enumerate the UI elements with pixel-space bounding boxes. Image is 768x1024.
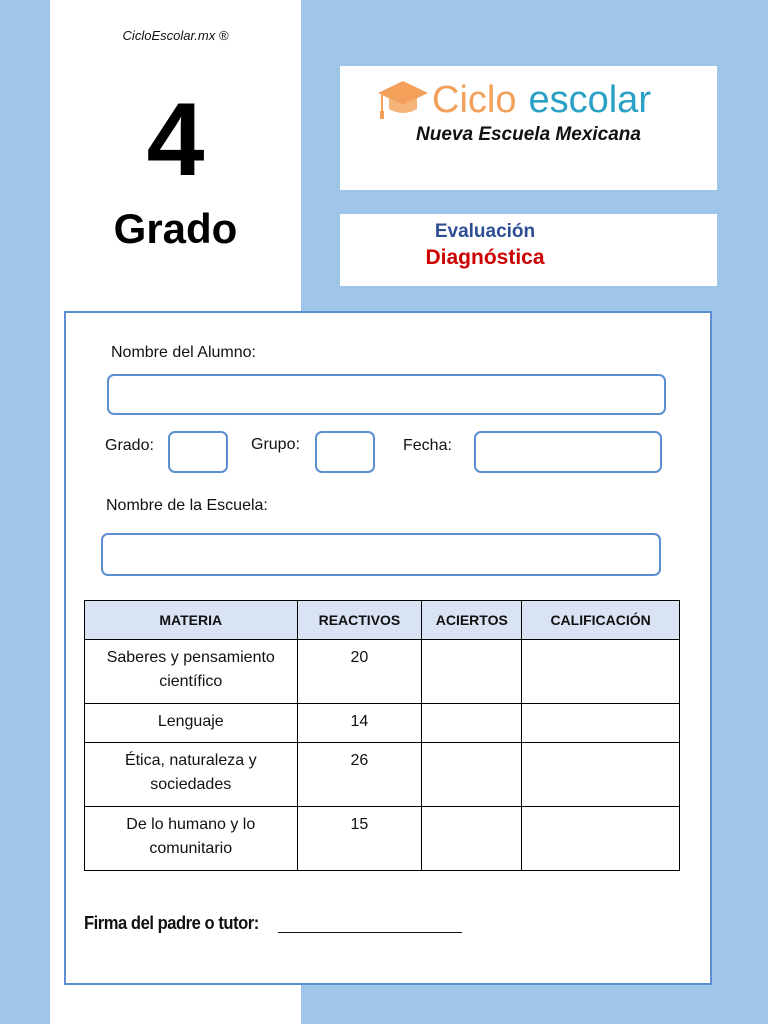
logo-word-ciclo: Ciclo: [432, 78, 517, 121]
student-form-card: [64, 311, 712, 985]
graduation-cap-icon: [376, 77, 430, 123]
logo-panel: [340, 66, 717, 190]
subject-cell: Lenguaje: [85, 704, 298, 743]
table-row: [85, 807, 680, 871]
items-cell: 14: [297, 704, 422, 743]
evaluation-panel: [340, 214, 717, 286]
signature-label: Firma del padre o tutor:: [84, 913, 259, 933]
school-name-label: Nombre de la Escuela:: [106, 497, 268, 514]
items-cell: 20: [297, 640, 422, 704]
correct-cell[interactable]: [422, 807, 522, 871]
table-header-row: [85, 601, 680, 640]
items-cell: 26: [297, 743, 422, 807]
date-field[interactable]: [474, 431, 662, 473]
subject-cell: Saberes y pensamiento científico: [85, 640, 298, 704]
subject-cell: De lo humano y lo comunitario: [85, 807, 298, 871]
group-field[interactable]: [315, 431, 375, 473]
grade-number: 4: [146, 82, 205, 198]
correct-cell[interactable]: [422, 640, 522, 704]
grade-cell[interactable]: [522, 704, 680, 743]
correct-cell[interactable]: [422, 704, 522, 743]
grade-cell[interactable]: [522, 743, 680, 807]
logo-word-escolar: escolar: [528, 78, 651, 121]
table-row: [85, 640, 680, 704]
student-name-label: Nombre del Alumno:: [111, 344, 256, 361]
column-header-aciertos: ACIERTOS: [422, 601, 522, 640]
table-row: [85, 743, 680, 807]
evaluation-title: Evaluación: [434, 221, 536, 242]
grade-cell[interactable]: [522, 640, 680, 704]
correct-cell[interactable]: [422, 743, 522, 807]
date-field-label: Fecha:: [403, 437, 452, 454]
grade-cell[interactable]: [522, 807, 680, 871]
signature-line[interactable]: [278, 932, 462, 933]
grade-field-label: Grado:: [105, 437, 154, 454]
grade-title: Grado: [113, 205, 238, 252]
logo-subtitle: Nueva Escuela Mexicana: [416, 124, 641, 145]
group-field-label: Grupo:: [251, 436, 300, 453]
student-name-field[interactable]: [107, 374, 666, 415]
column-header-materia: MATERIA: [85, 601, 298, 640]
school-name-field[interactable]: [101, 533, 661, 576]
table-row: [85, 704, 680, 743]
evaluation-subtitle: Diagnóstica: [425, 246, 545, 269]
subject-cell: Ética, naturaleza y sociedades: [85, 743, 298, 807]
items-cell: 15: [297, 807, 422, 871]
scores-table: [84, 600, 680, 871]
column-header-reactivos: REACTIVOS: [297, 601, 422, 640]
logo: [376, 76, 651, 124]
grade-field[interactable]: [168, 431, 228, 473]
site-credit: CicloEscolar.mx ®: [122, 28, 229, 43]
column-header-calificacion: CALIFICACIÓN: [522, 601, 680, 640]
